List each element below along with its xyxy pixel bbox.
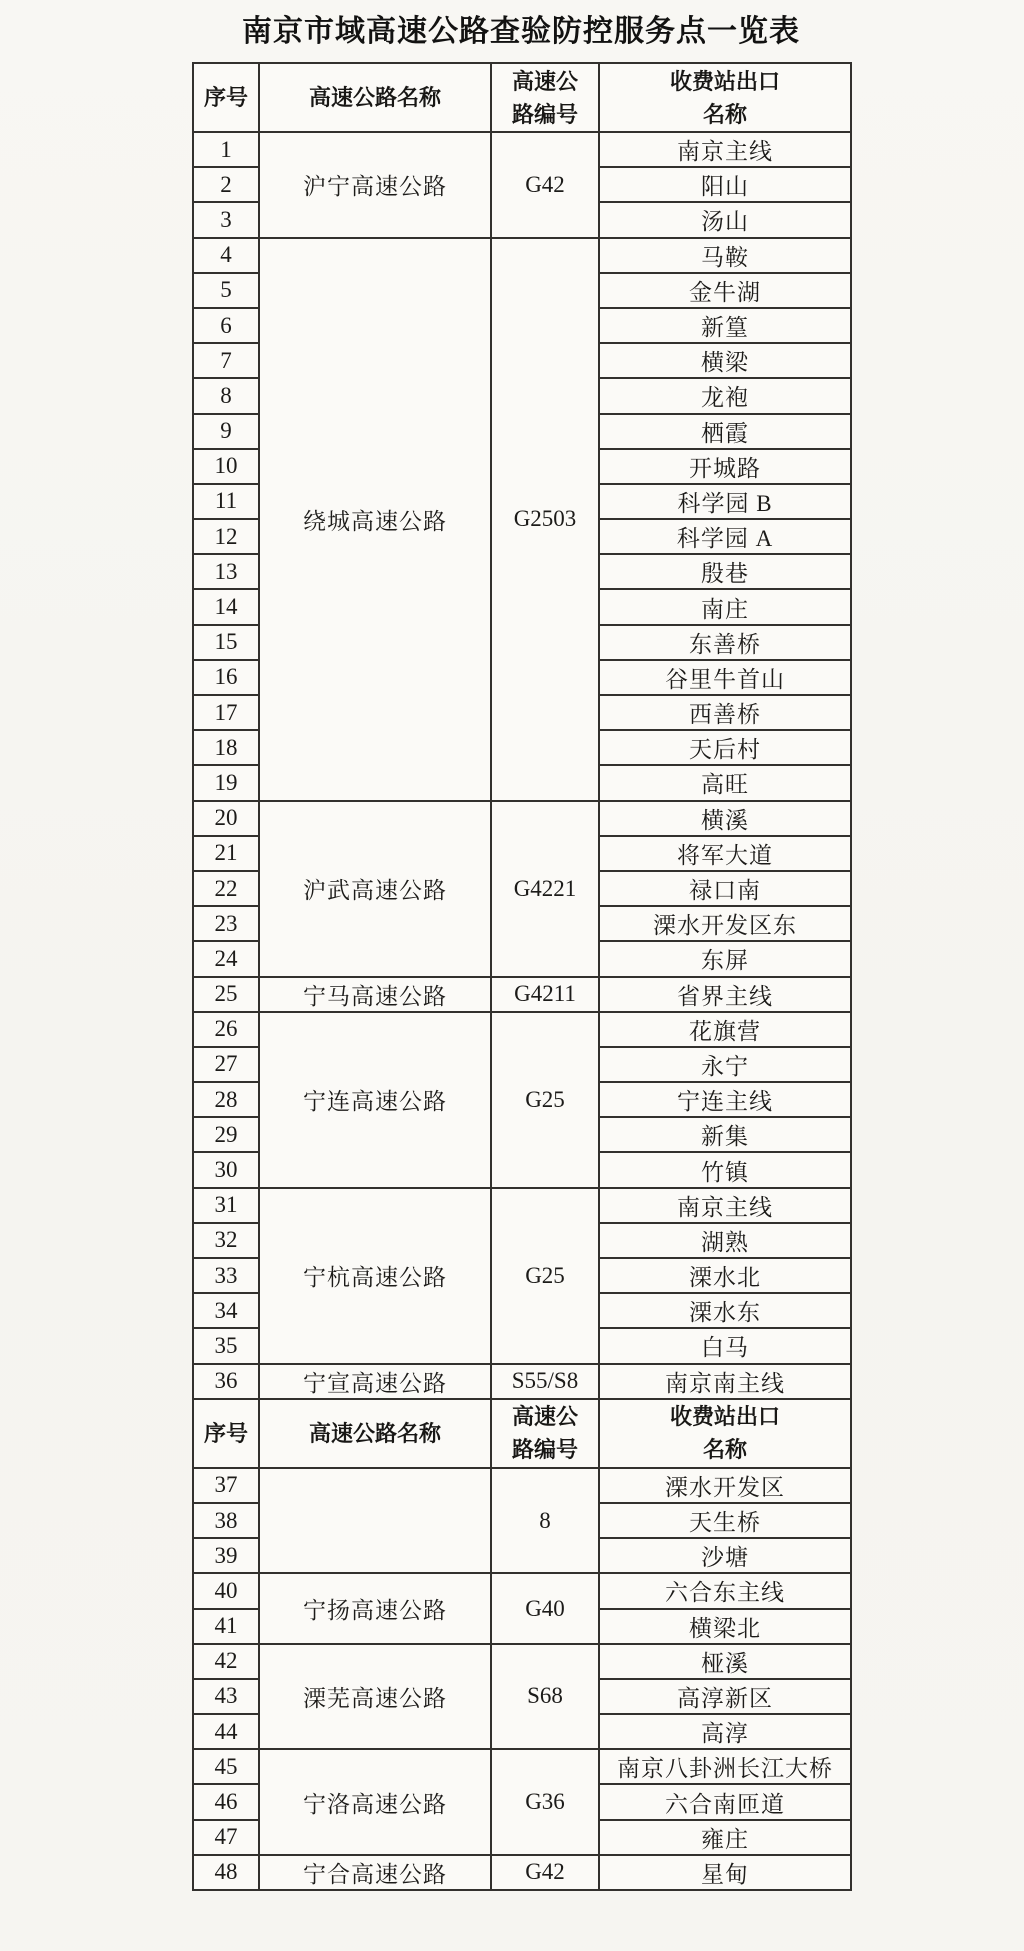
exit-name-cell: 新集 xyxy=(599,1117,851,1152)
exit-name-cell: 横梁北 xyxy=(599,1609,851,1644)
row-number-cell: 46 xyxy=(193,1784,259,1819)
highway-table xyxy=(192,62,852,1891)
row-number-cell: 28 xyxy=(193,1082,259,1117)
header-row xyxy=(193,1399,851,1468)
exit-name-cell: 南庄 xyxy=(599,589,851,624)
header-col-exit xyxy=(599,63,851,132)
header-col-exit-line: 名称 xyxy=(702,1437,747,1463)
exit-name-cell: 白马 xyxy=(599,1328,851,1363)
exit-name-cell: 湖熟 xyxy=(599,1223,851,1258)
row-number-cell: 19 xyxy=(193,765,259,800)
header-col-name-line: 高速公路名称 xyxy=(308,85,441,110)
row-number-cell: 39 xyxy=(193,1538,259,1573)
row-number-cell: 10 xyxy=(193,449,259,484)
exit-name-cell: 汤山 xyxy=(599,202,851,237)
exit-name-cell: 殷巷 xyxy=(599,554,851,589)
row-number-cell: 26 xyxy=(193,1012,259,1047)
row-number-cell: 15 xyxy=(193,625,259,660)
row-number-cell: 1 xyxy=(193,132,259,167)
highway-name-cell xyxy=(259,1468,491,1574)
highway-code-cell: 8 xyxy=(491,1468,599,1574)
row-number-cell: 24 xyxy=(193,941,259,976)
table-row xyxy=(193,1855,851,1890)
exit-name-cell: 横溪 xyxy=(599,801,851,836)
table-row xyxy=(193,1364,851,1399)
header-col-exit-line: 名称 xyxy=(702,101,747,127)
row-number-cell: 5 xyxy=(193,273,259,308)
row-number-cell: 35 xyxy=(193,1328,259,1363)
row-number-cell: 33 xyxy=(193,1258,259,1293)
highway-name-cell: 宁扬高速公路 xyxy=(259,1573,491,1643)
table-row xyxy=(193,1012,851,1047)
highway-name-cell: 宁合高速公路 xyxy=(259,1855,491,1890)
row-number-cell: 13 xyxy=(193,554,259,589)
header-col-no xyxy=(193,1399,259,1468)
row-number-cell: 27 xyxy=(193,1047,259,1082)
highway-code-cell: G40 xyxy=(491,1573,599,1643)
row-number-cell: 11 xyxy=(193,484,259,519)
row-number-cell: 25 xyxy=(193,977,259,1012)
row-number-cell: 37 xyxy=(193,1468,259,1503)
row-number-cell: 9 xyxy=(193,414,259,449)
exit-name-cell: 东屏 xyxy=(599,941,851,976)
exit-name-cell: 龙袍 xyxy=(599,378,851,413)
exit-name-cell: 宁连主线 xyxy=(599,1082,851,1117)
exit-name-cell: 新篁 xyxy=(599,308,851,343)
exit-name-cell: 六合东主线 xyxy=(599,1573,851,1608)
row-number-cell: 7 xyxy=(193,343,259,378)
row-number-cell: 38 xyxy=(193,1503,259,1538)
header-col-name-line: 高速公路名称 xyxy=(308,1420,441,1446)
exit-name-cell: 开城路 xyxy=(599,449,851,484)
row-number-cell: 29 xyxy=(193,1117,259,1152)
row-number-cell: 16 xyxy=(193,660,259,695)
row-number-cell: 48 xyxy=(193,1855,259,1890)
row-number-cell: 31 xyxy=(193,1188,259,1223)
header-col-exit-line: 收费站出口 xyxy=(669,68,780,94)
exit-name-cell: 天后村 xyxy=(599,730,851,765)
highway-name-cell: 沪宁高速公路 xyxy=(259,132,491,238)
header-col-exit xyxy=(599,1399,851,1468)
exit-name-cell: 高淳 xyxy=(599,1714,851,1749)
row-number-cell: 41 xyxy=(193,1609,259,1644)
exit-name-cell: 栖霞 xyxy=(599,414,851,449)
highway-code-cell: G25 xyxy=(491,1188,599,1364)
exit-name-cell: 西善桥 xyxy=(599,695,851,730)
exit-name-cell: 高淳新区 xyxy=(599,1679,851,1714)
exit-name-cell: 雍庄 xyxy=(599,1820,851,1855)
row-number-cell: 23 xyxy=(193,906,259,941)
row-number-cell: 6 xyxy=(193,308,259,343)
row-number-cell: 12 xyxy=(193,519,259,554)
exit-name-cell: 南京主线 xyxy=(599,132,851,167)
highway-name-cell: 沪武高速公路 xyxy=(259,801,491,977)
row-number-cell: 32 xyxy=(193,1223,259,1258)
table-row xyxy=(193,1644,851,1679)
row-number-cell: 47 xyxy=(193,1820,259,1855)
highway-code-cell: S68 xyxy=(491,1644,599,1750)
header-col-code-line: 高速公 xyxy=(511,1404,578,1430)
exit-name-cell: 科学园 B xyxy=(599,484,851,519)
exit-name-cell: 溧水北 xyxy=(599,1258,851,1293)
row-number-cell: 14 xyxy=(193,589,259,624)
row-number-cell: 44 xyxy=(193,1714,259,1749)
highway-name-cell: 宁洛高速公路 xyxy=(259,1749,491,1855)
header-col-name xyxy=(259,1399,491,1468)
row-number-cell: 3 xyxy=(193,202,259,237)
row-number-cell: 2 xyxy=(193,167,259,202)
header-col-code-line: 高速公 xyxy=(511,68,578,94)
exit-name-cell: 溧水开发区 xyxy=(599,1468,851,1503)
row-number-cell: 17 xyxy=(193,695,259,730)
highway-code-cell: G42 xyxy=(491,132,599,238)
exit-name-cell: 高旺 xyxy=(599,765,851,800)
exit-name-cell: 溧水开发区东 xyxy=(599,906,851,941)
highway-code-cell: G36 xyxy=(491,1749,599,1855)
header-col-code xyxy=(491,63,599,132)
page-title: 南京市域高速公路查验防控服务点一览表 xyxy=(242,15,800,48)
row-number-cell: 22 xyxy=(193,871,259,906)
table-row xyxy=(193,238,851,273)
highway-name-cell: 宁宣高速公路 xyxy=(259,1364,491,1399)
row-number-cell: 21 xyxy=(193,836,259,871)
highway-name-cell: 溧芜高速公路 xyxy=(259,1644,491,1750)
exit-name-cell: 将军大道 xyxy=(599,836,851,871)
row-number-cell: 18 xyxy=(193,730,259,765)
exit-name-cell: 花旗营 xyxy=(599,1012,851,1047)
header-col-no-line: 序号 xyxy=(203,85,248,110)
highway-name-cell: 宁连高速公路 xyxy=(259,1012,491,1188)
highway-name-cell: 绕城高速公路 xyxy=(259,238,491,801)
highway-code-cell: S55/S8 xyxy=(491,1364,599,1399)
row-number-cell: 40 xyxy=(193,1573,259,1608)
header-col-code xyxy=(491,1399,599,1468)
highway-code-cell: G2503 xyxy=(491,238,599,801)
highway-table-body xyxy=(193,63,851,1890)
row-number-cell: 30 xyxy=(193,1152,259,1187)
table-row xyxy=(193,132,851,167)
exit-name-cell: 六合南匝道 xyxy=(599,1784,851,1819)
exit-name-cell: 马鞍 xyxy=(599,238,851,273)
highway-code-cell: G25 xyxy=(491,1012,599,1188)
exit-name-cell: 省界主线 xyxy=(599,977,851,1012)
table-row xyxy=(193,1573,851,1608)
row-number-cell: 43 xyxy=(193,1679,259,1714)
exit-name-cell: 竹镇 xyxy=(599,1152,851,1187)
highway-code-cell: G42 xyxy=(491,1855,599,1890)
exit-name-cell: 谷里牛首山 xyxy=(599,660,851,695)
header-col-name xyxy=(259,63,491,132)
row-number-cell: 8 xyxy=(193,378,259,413)
exit-name-cell: 沙塘 xyxy=(599,1538,851,1573)
header-col-no xyxy=(193,63,259,132)
exit-name-cell: 阳山 xyxy=(599,167,851,202)
exit-name-cell: 溧水东 xyxy=(599,1293,851,1328)
row-number-cell: 20 xyxy=(193,801,259,836)
row-number-cell: 4 xyxy=(193,238,259,273)
table-row xyxy=(193,977,851,1012)
header-col-exit-line: 收费站出口 xyxy=(669,1404,780,1430)
exit-name-cell: 天生桥 xyxy=(599,1503,851,1538)
highway-name-cell: 宁杭高速公路 xyxy=(259,1188,491,1364)
exit-name-cell: 禄口南 xyxy=(599,871,851,906)
exit-name-cell: 横梁 xyxy=(599,343,851,378)
header-col-code-line: 路编号 xyxy=(511,1437,578,1463)
exit-name-cell: 金牛湖 xyxy=(599,273,851,308)
exit-name-cell: 东善桥 xyxy=(599,625,851,660)
highway-name-cell: 宁马高速公路 xyxy=(259,977,491,1012)
highway-code-cell: G4221 xyxy=(491,801,599,977)
exit-name-cell: 星甸 xyxy=(599,1855,851,1890)
highway-code-cell: G4211 xyxy=(491,977,599,1012)
table-row xyxy=(193,1188,851,1223)
header-col-code-line: 路编号 xyxy=(511,101,578,127)
header-col-no-line: 序号 xyxy=(203,1420,248,1446)
row-number-cell: 42 xyxy=(193,1644,259,1679)
row-number-cell: 34 xyxy=(193,1293,259,1328)
table-row xyxy=(193,1749,851,1784)
exit-name-cell: 永宁 xyxy=(599,1047,851,1082)
exit-name-cell: 南京八卦洲长江大桥 xyxy=(599,1749,851,1784)
row-number-cell: 45 xyxy=(193,1749,259,1784)
exit-name-cell: 桠溪 xyxy=(599,1644,851,1679)
row-number-cell: 36 xyxy=(193,1364,259,1399)
header-row xyxy=(193,63,851,132)
table-row xyxy=(193,801,851,836)
exit-name-cell: 南京主线 xyxy=(599,1188,851,1223)
table-row xyxy=(193,1468,851,1503)
exit-name-cell: 南京南主线 xyxy=(599,1364,851,1399)
exit-name-cell: 科学园 A xyxy=(599,519,851,554)
